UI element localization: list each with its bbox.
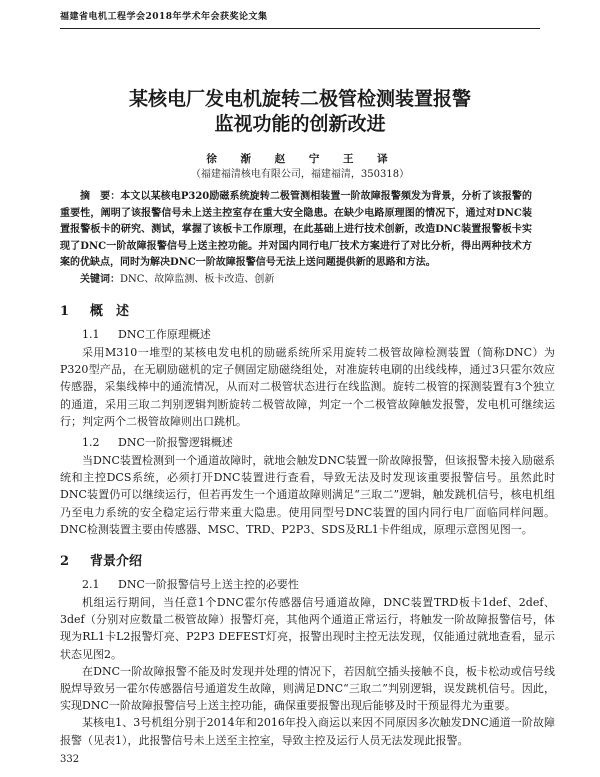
paragraph: 在DNC一阶故障报警不能及时发现并处理的情况下，若因航空插头接触不良，板卡松动或信号线脱焊导致另一霍尔传感器信号通道发生故障，则满足DNC“三取二”判别逻辑，误发跳机信号。因此，实现DNC一阶故障报警信号上送主控功能，确保重要报警出现后能够及时干预显得尤为重要。 <box>60 664 555 713</box>
section-heading <box>60 552 555 572</box>
keywords: DNC、故障监测、板卡改造、创新 <box>120 273 275 285</box>
subsection-title: DNC一阶报警信号上送主控的必要性 <box>118 578 299 592</box>
subsection-heading <box>60 576 555 594</box>
title-line: 监视功能的创新改进 <box>214 113 386 135</box>
running-header: 福建省电机工程学会2018年学术年会获奖论文集 <box>60 12 268 22</box>
section-title: 概 述 <box>90 304 130 319</box>
paragraph: 机组运行期间，当任意1个DNC霍尔传感器信号通道故障，DNC装置TRD板卡1def、2def、3def（分别对应数量二极管故障）报警灯亮，其他两个通道正常运行，将触发一阶故障报警信号，体现为RL1卡L2报警灯亮、P2P3 DEFEST灯亮，报警出现时主控无法发现，仅能通过就地查看，显示状态见图2。 <box>60 596 555 661</box>
subsection-number: 2.1 <box>82 578 100 592</box>
paragraph: 某核电1、3号机组分别于2014年和2016年投入商运以来因不同原因多次触发DNC通道一阶故障报警（见表1），此报警信号未上送至主控室，导致主控及运行人员无法发现此报警。 <box>60 716 555 747</box>
authors: 徐 渐 赵 宁 王 译 <box>206 153 394 165</box>
section-number: 1 <box>60 304 70 319</box>
subsection-number: 1.2 <box>82 436 100 450</box>
title-line: 某核电厂发电机旋转二极管检测装置报警 <box>128 88 471 110</box>
subsection-number: 1.1 <box>82 328 100 341</box>
paragraph: 当DNC装置检测到一个通道故障时，就地会触发DNC装置一阶故障报警，但该报警未接入励磁系统和主控DCS系统，必须打开DNC装置进行查看，导致无法及时发现该重要报警信号。虽然此时DNC装置仍可以继续运行，但若再发生一个通道故障则满足“三取二”逻辑，触发跳机信号，核电机组乃至电力系统的安全稳定运行带来重大隐患。使用同型号DNC装置的国内同行电厂面临同样问题。DNC检测装置主要由传感器、MSC、TRD、P2P3、SDS及RL1卡件组成，原理示意图见图一。 <box>60 454 555 536</box>
page-number: 332 <box>60 753 80 765</box>
subsection-heading <box>60 326 555 344</box>
abstract-label: 摘 要： <box>80 191 121 202</box>
paper-title <box>60 87 540 137</box>
body-text <box>60 452 555 538</box>
keywords-label: 关键词： <box>80 273 120 285</box>
abstract <box>60 189 532 288</box>
header-rule <box>60 28 540 29</box>
subsection-title: DNC一阶报警逻辑概述 <box>118 436 233 450</box>
subsection-heading <box>60 434 555 452</box>
subsection-title: DNC工作原理概述 <box>118 328 211 341</box>
abstract-text: 本文以某核电P320励磁系统旋转二极管测相装置一阶故障报警频发为背景，分析了该报警的重要性，阐明了该报警信号未上送主控室存在重大安全隐患。在缺少电路原理图的情况下，通过对DNC装置报警板卡的研究、测试，掌握了该板卡工作原理，在此基础上进行技术创新，改造DNC装置报警板卡实现了DNC一阶故障报警信号上送主控功能。并对国内同行电厂技术方案进行了对比分析，得出两种技术方案的优缺点，同时为解决DNC一阶故障报警信号无法上送问题提供新的思路和方法。 <box>60 191 532 268</box>
section-number: 2 <box>60 554 70 570</box>
section-heading <box>60 302 555 322</box>
body-text <box>60 344 555 430</box>
section-title: 背景介绍 <box>90 554 143 570</box>
affiliation: （福建福清核电有限公司，福建福清，350318） <box>190 169 410 180</box>
paragraph: 采用M310一堆型的某核电发电机的励磁系统所采用旋转二极管故障检测装置（简称DNC）为P320型产品，在无刷励磁机的定子侧固定励磁绕组处，对准旋转电刷的出线线棒，通过3只霍尔效应传感器，采集线棒中的通流情况，从而对二极管状态进行在线监测。旋转二极管的探测装置有3个独立的通道，采用三取二判别逻辑判断旋转二极管故障，判定一个二极管故障触发报警，发电机可继续运行；判定两个二极管故障则出口跳机。 <box>60 346 555 428</box>
body-text <box>60 594 555 749</box>
